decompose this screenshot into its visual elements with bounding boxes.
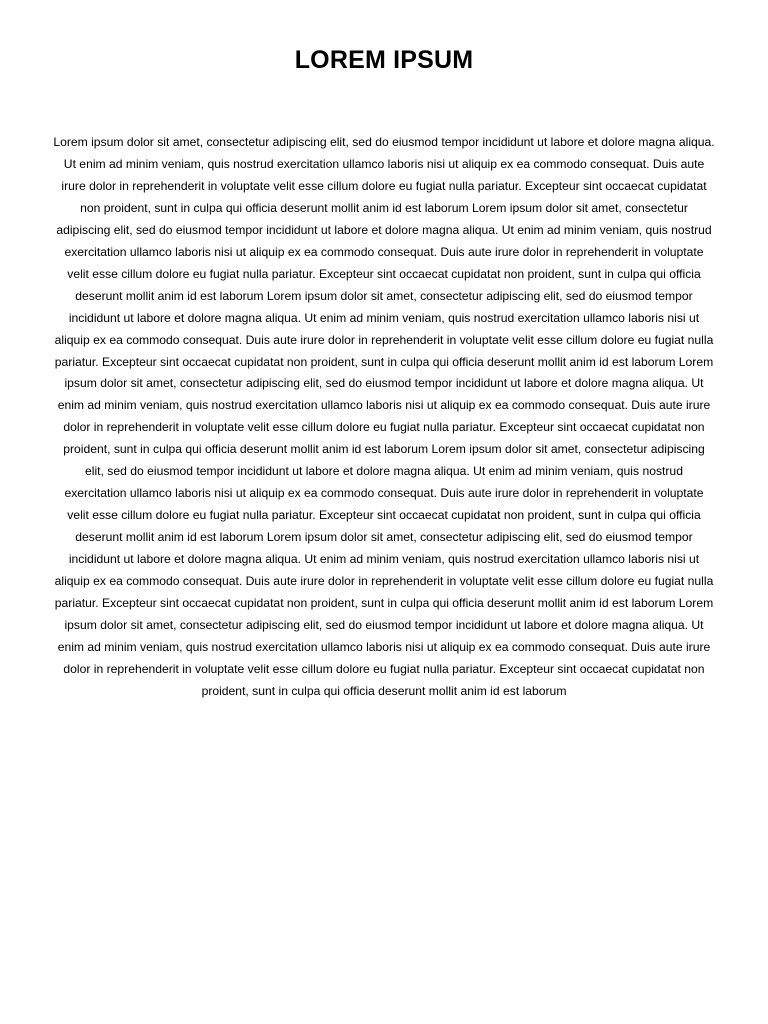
document-body-text: Lorem ipsum dolor sit amet, consectetur adipiscing elit, sed do eiusmod tempor incididunt ut labore et dolore magna aliqua. Ut enim ad minim veniam, quis nostrud exercitation ullamco laboris nisi ut aliquip ex ea commodo consequat. Duis aute irure dolor in reprehenderit in voluptate velit esse cillum dolore eu fugiat nulla pariatur. Excepteur sint occaecat cupidatat non proident, sunt in culpa qui officia deserunt mollit anim id est laborum Lorem ipsum dolor sit amet, consectetur adipiscing elit, sed do eiusmod tempor incididunt ut labore et dolore magna aliqua. Ut enim ad minim veniam, quis nostrud exercitation ullamco laboris nisi ut aliquip ex ea commodo consequat. Duis aute irure dolor in reprehenderit in voluptate velit esse cillum dolore eu fugiat nulla pariatur. Excepteur sint occaecat cupidatat non proident, sunt in culpa qui officia deserunt mollit anim id est laborum Lorem ipsum dolor sit amet, consectetur adipiscing elit, sed do eiusmod tempor incididunt ut labore et dolore magna aliqua. Ut enim ad minim veniam, quis nostrud exercitation ullamco laboris nisi ut aliquip ex ea commodo consequat. Duis aute irure dolor in reprehenderit in voluptate velit esse cillum dolore eu fugiat nulla pariatur. Excepteur sint occaecat cupidatat non proident, sunt in culpa qui officia deserunt mollit anim id est laborum Lorem ipsum dolor sit amet, consectetur adipiscing elit, sed do eiusmod tempor incididunt ut labore et dolore magna aliqua. Ut enim ad minim veniam, quis nostrud exercitation ullamco laboris nisi ut aliquip ex ea commodo consequat. Duis aute irure dolor in reprehenderit in voluptate velit esse cillum dolore eu fugiat nulla pariatur. Excepteur sint occaecat cupidatat non proident, sunt in culpa qui officia deserunt mollit anim id est laborum Lorem ipsum dolor sit amet, consectetur adipiscing elit, sed do eiusmod tempor incididunt ut labore et dolore magna aliqua. Ut enim ad minim veniam, quis nostrud exercitation ullamco laboris nisi ut aliquip ex ea commodo consequat. Duis aute irure dolor in reprehenderit in voluptate velit esse cillum dolore eu fugiat nulla pariatur. Excepteur sint occaecat cupidatat non proident, sunt in culpa qui officia deserunt mollit anim id est laborum Lorem ipsum dolor sit amet, consectetur adipiscing elit, sed do eiusmod tempor incididunt ut labore et dolore magna aliqua. Ut enim ad minim veniam, quis nostrud exercitation ullamco laboris nisi ut aliquip ex ea commodo consequat. Duis aute irure dolor in reprehenderit in voluptate velit esse cillum dolore eu fugiat nulla pariatur. Excepteur sint occaecat cupidatat non proident, sunt in culpa qui officia deserunt mollit anim id est laborum Lorem ipsum dolor sit amet, consectetur adipiscing elit, sed do eiusmod tempor incididunt ut labore et dolore magna aliqua. Ut enim ad minim veniam, quis nostrud exercitation ullamco laboris nisi ut aliquip ex ea commodo consequat. Duis aute irure dolor in reprehenderit in voluptate velit esse cillum dolore eu fugiat nulla pariatur. Excepteur sint occaecat cupidatat non proident, sunt in culpa qui officia deserunt mollit anim id est laborum bbox=[53, 135, 715, 698]
document-title: LOREM IPSUM bbox=[294, 46, 474, 74]
